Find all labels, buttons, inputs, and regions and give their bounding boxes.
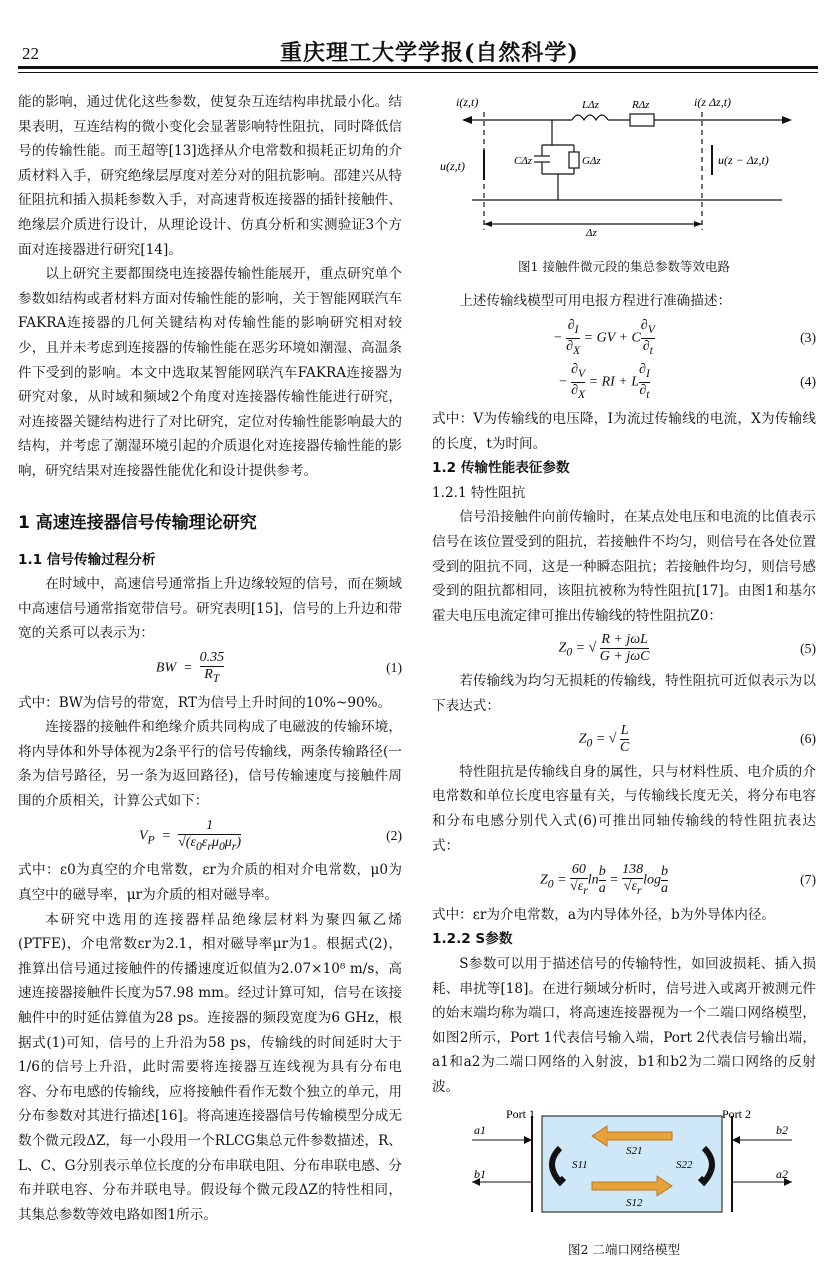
fig1-label-L: LΔz: [582, 99, 599, 111]
subsection-heading: 1.2 传输性能表征参数: [432, 460, 570, 477]
paragraph: S参数可以用于描述信号的传输特性，如回波损耗、插入损耗、串扰等[18]。在进行频域分析时，信号进入或离开被测元件的始末端均称为端口，将高速连接器视为一个二端口网络模型，如图2所示，Port 1代表信号输入端，Port 2代表信号输出端，a1和a2为二端口网络的入射波，b1和b2为二端口网络的反射波。: [432, 956, 816, 1096]
fig2-a1: a1: [474, 1122, 486, 1137]
paragraph: 上述传输线模型可用电报方程进行准确描述：: [459, 293, 732, 310]
fig2-s12: S12: [626, 1196, 643, 1209]
subsubsection-heading: 1.2.1 特性阻抗: [432, 484, 526, 501]
fig1-label-dz: Δz: [586, 227, 597, 239]
fig2-s21: S21: [626, 1144, 643, 1157]
figure-1-circuit: [432, 90, 816, 240]
fig2-port2: Port 2: [722, 1106, 752, 1121]
figure-2-two-port: [432, 1106, 816, 1224]
paragraph: 特性阻抗是传输线自身的属性，只与材料性质、电介质的介电常数和单位长度电容量有关，与传输线长度无关，将分布电容和分布电感分别代入式(6)可推出同轴传输线的特性阻抗表达式：: [432, 763, 816, 854]
fig1-label-i-right: i(z Δz,t): [694, 95, 732, 109]
equation-4: − $\frac{\partial_V}{\partial_X}$ = RI + L $\frac{\partial_I}{\partial_t}$ (4): [558, 362, 816, 401]
equation-5: $Z_0$ = √ $\frac{\text{R + jωL}}{\text{G + jωC}}$ (5): [558, 632, 816, 665]
equation-1: BW = $\frac{0.35}{R_T}$ (1): [155, 649, 402, 685]
page-number: 22: [22, 44, 39, 63]
fig2-s22: S22: [676, 1158, 693, 1171]
paragraph: 式中：εr为介电常数，a为内导体外径，b为外导体内径。: [432, 906, 776, 923]
equation-3: − $\frac{\partial_I}{\partial_X}$ = GV + C $\frac{\partial_V}{\partial_t}$ (3): [553, 317, 816, 357]
paragraph: 能的影响，通过优化这些参数，使复杂互连结构串扰最小化。结果表明，互连结构的微小变化会显著影响特性阻抗，同时降低信号的传输性能。而王超等[13]选择从介电常数和损耗正切角的介质材料入手，研究绝缘层厚度对差分对的阻抗影响。邵建兴从特征阻抗和插入损耗参数入手，对高速背板连接器的插针接触件、绝缘层介质进行设计，从理论设计、仿真分析和实测验证3个方面对连接器进行研究[14]。: [18, 94, 402, 258]
fig1-label-C: CΔz: [514, 155, 533, 167]
subsubsection-heading: 1.2.2 S参数: [432, 931, 513, 948]
fig1-label-u-left: u(z,t): [440, 159, 465, 173]
paragraph: 式中：BW为信号的带宽，RT为信号上升时间的10%~90%。: [18, 694, 392, 711]
fig2-b2: b2: [776, 1122, 788, 1137]
fig2-port1: Port 1: [506, 1106, 536, 1121]
paragraph: 式中：ε0为真空的介电常数，εr为介质的相对介电常数，μ0为真空中的磁导率，μr为介质的相对磁导率。: [18, 862, 402, 904]
header-rule: [18, 66, 818, 69]
journal-title: 重庆理工大学学报(自然科学): [280, 40, 579, 66]
equation-2: $V_P$ = $\frac{1}{√(\varepsilon_0\varepsilon_r\mu_0\mu_r)}$ (2): [138, 817, 402, 853]
section-heading: 1 高速连接器信号传输理论研究: [18, 512, 257, 533]
right-column: [432, 90, 816, 1273]
paragraph: 连接器的接触件和绝缘介质共同构成了电磁波的传输环境，将内导体和外导体视为2条平行的信号传输线，两条传输路径(一条为信号路径，另一条为返回路径)，信号传输速度与接触件周围的介质相关，计算公式如下：: [18, 719, 402, 810]
paragraph: 信号沿接触件向前传输时，在某点处电压和电流的比值表示信号在该位置受到的阻抗，若接触件不均匀，则信号在各处位置受到的阻抗不同，这是一种瞬态阻抗；若接触件均匀，则信号感受到的阻抗都相同，该阻抗被称为特性阻抗[17]。由图1和基尔霍夫电压电流定律可推出传输线的特性阻抗Z0：: [432, 509, 816, 624]
figure-1-caption: 图1 接触件微元段的集总参数等效电路: [518, 258, 730, 274]
fig2-b1: b1: [474, 1166, 486, 1181]
paragraph: 若传输线为均匀无损耗的传输线，特性阻抗可近似表示为以下表达式：: [432, 673, 816, 715]
header-rule-thin: [18, 72, 818, 73]
equation-6: $Z_0$ = √ $\frac{L}{C}$ (6): [578, 722, 816, 755]
figure-2-caption: 图2 二端口网络模型: [568, 1242, 680, 1258]
paragraph: 式中：V为传输线的电压降，I为流过传输线的电流，X为传输线的长度，t为时间。: [432, 410, 816, 452]
paragraph: 以上研究主要都围绕电连接器传输性能展开，重点研究单个参数如结构或者材料方面对传输性能的影响，关于智能网联汽车FAKRA连接器的几何关键结构对传输性能的影响研究相对较少，且并未考虑到连接器的传输性能在恶劣环境如潮湿、高温条件下受到的影响。本文中选取某智能网联汽车FAKRA连接器为研究对象，从时域和频域2个角度对连接器传输性能进行研究，对连接器关键结构进行了对比研究，定位对传输性能影响最大的结构，并考虑了潮湿环境引起的介质退化对连接器传输性能的影响，研究结果对连接器性能优化和设计提供参考。: [18, 266, 402, 479]
fig2-s11: S11: [572, 1158, 588, 1171]
paragraph: 在时域中，高速信号通常指上升边缘较短的信号，而在频域中高速信号通常指宽带信号。研究表明[15]，信号的上升边和带宽的关系可以表示为：: [18, 576, 402, 642]
left-column: [18, 90, 402, 1227]
fig1-label-G: GΔz: [582, 155, 601, 167]
paragraph: 本研究中选用的连接器样品绝缘层材料为聚四氟乙烯(PTFE)，介电常数εr为2.1，相对磁导率μr为1。根据式(2)，推算出信号通过接触件的传播速度近似值为2.07×10⁸ m/s，高速连接器接触件长度为57.98 mm。经过计算可知，信号在该接触件中的时延估算值为28 ps。连接器的频段宽度为6 GHz，根据式(1)可知，信号的上升沿为58 ps，传输线的时间延时大于1/6的信号上升沿，此时需要将连接器互连线视为具有分布电容、分布电感的传输线，应将接触件看作无数个独立的单元，用分布参数对其进行描述[16]。将高速连接器信号传输模型分成无数个微元段ΔZ，每一小段用一个RLCG集总元件参数描述，R、L、C、G分别表示单位长度的分布串联电阻、分布串联电感、分布并联电容、分布并联电导。假设每个微元段ΔZ的特性相同，其集总参数等效电路如图1所示。: [18, 911, 402, 1223]
fig1-label-i-left: i(z,t): [456, 95, 479, 109]
fig2-a2: a2: [776, 1166, 788, 1181]
fig1-label-R: RΔz: [632, 99, 650, 111]
subsection-heading: 1.1 信号传输过程分析: [18, 551, 156, 568]
fig1-label-u-right: u(z − Δz,t): [718, 153, 769, 167]
equation-7: $Z_0$ = $\frac{60}{√\varepsilon_r}$ ln $\frac{b}{a}$ = $\frac{138}{√\varepsilon_r}$ log $\frac{b}{a}$ (7): [539, 862, 816, 897]
